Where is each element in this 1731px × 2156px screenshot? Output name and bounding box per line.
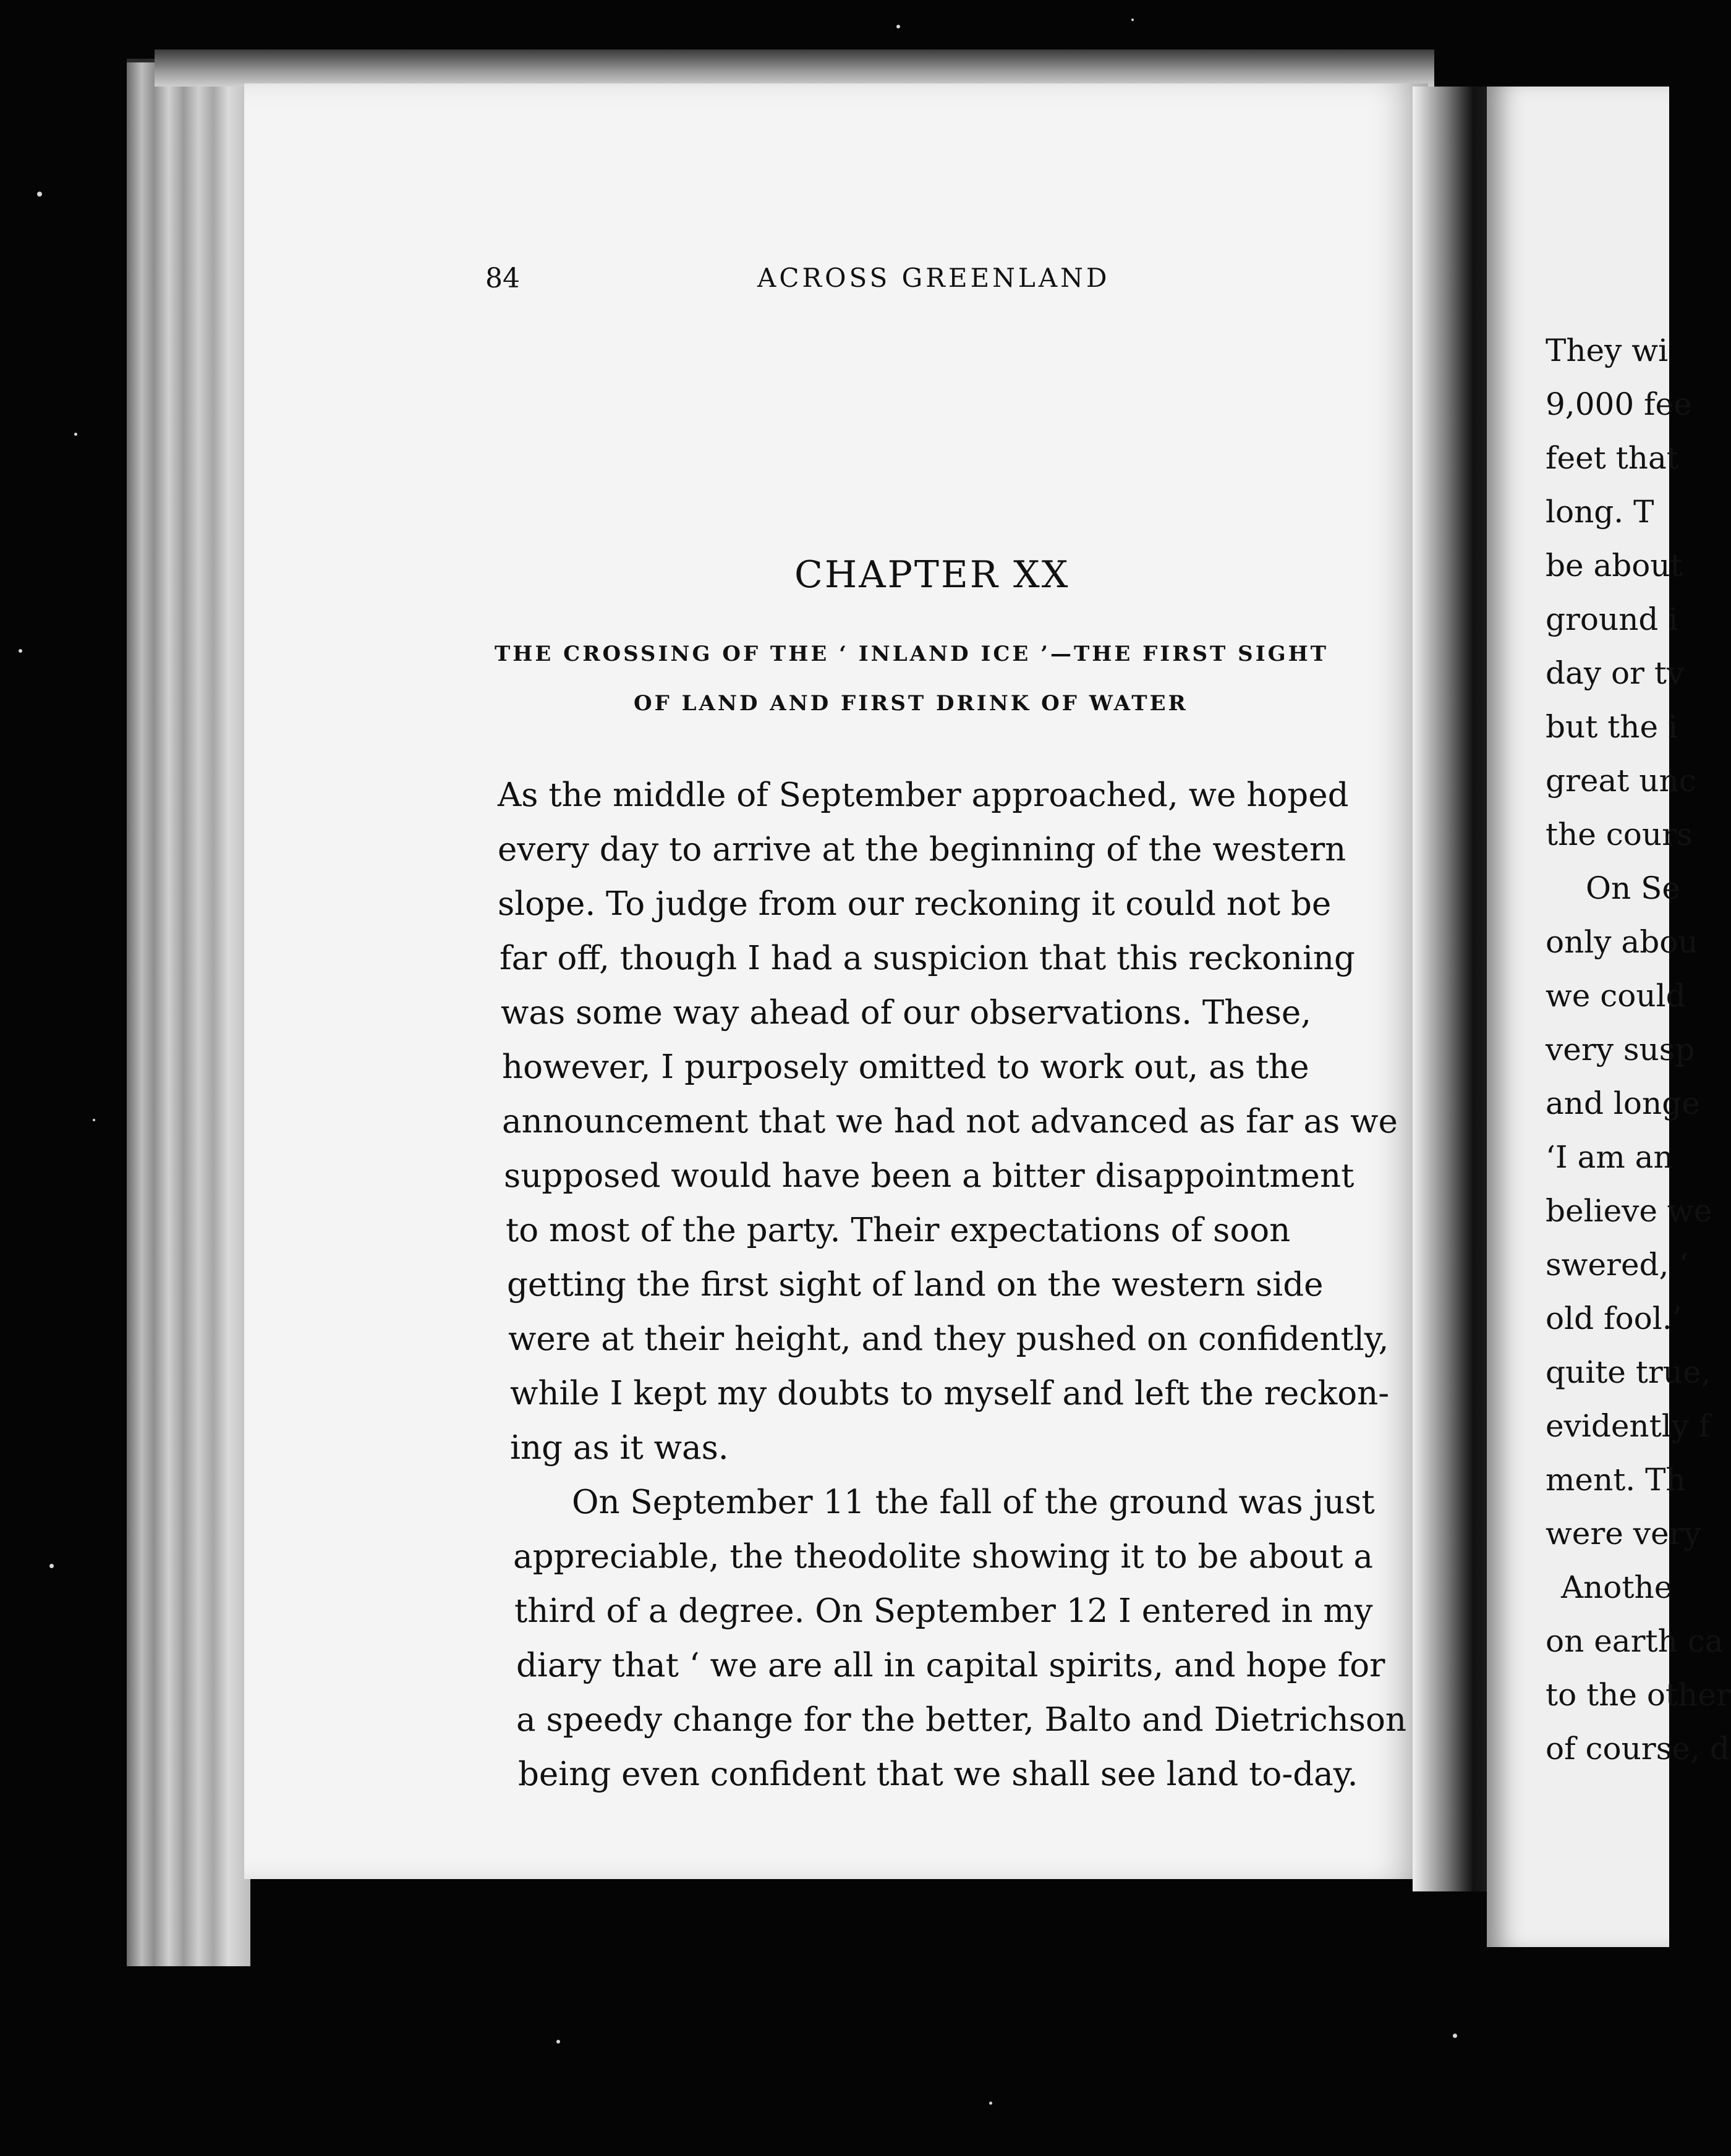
body-text-line: supposed would have been a bitter disappointment: [504, 1157, 1355, 1195]
right-page-line: ground i: [1546, 601, 1678, 637]
right-page-line: feet that: [1546, 440, 1679, 476]
right-page-line: on earth ca: [1546, 1623, 1724, 1659]
body-text-line: a speedy change for the better, Balto and Dietrichson: [516, 1701, 1407, 1739]
body-text-line: getting the first sight of land on the western side: [507, 1266, 1324, 1304]
right-page-line: evidently f: [1546, 1408, 1711, 1444]
body-text-line: to most of the party. Their expectations of soon: [506, 1212, 1291, 1249]
running-head: ACROSS GREENLAND: [757, 263, 1110, 293]
body-text-line: ing as it was.: [510, 1429, 729, 1467]
body-text-line: third of a degree. On September 12 I entered in my: [514, 1592, 1373, 1630]
dust-speck: [49, 1564, 54, 1568]
body-text-line: however, I purposely omitted to work out, as the: [502, 1048, 1309, 1086]
chapter-title: CHAPTER XX: [794, 553, 1070, 596]
right-page-line: believe we: [1546, 1193, 1712, 1229]
dust-speck: [989, 2102, 992, 2105]
body-text-line: As the middle of September approached, we hoped: [498, 776, 1349, 814]
right-page-line: Anothe: [1561, 1569, 1673, 1605]
right-page-line: we could: [1546, 978, 1686, 1014]
book-page-edges: [127, 59, 250, 1966]
body-text-line: while I kept my doubts to myself and left the reckon-: [510, 1375, 1390, 1412]
right-page-line: ‘I am an: [1546, 1139, 1674, 1175]
dust-speck: [556, 2040, 560, 2044]
dust-speck: [896, 25, 900, 28]
right-page-line: the cours: [1546, 817, 1693, 852]
right-page-line: great unc: [1546, 763, 1696, 799]
body-text-line: was some way ahead of our observations. These,: [501, 994, 1312, 1032]
right-page-line: be about: [1546, 548, 1683, 584]
chapter-subtitle-line: THE CROSSING OF THE ‘ INLAND ICE ’—THE FIRST SIGHT: [495, 642, 1329, 666]
right-page-line: quite true,: [1546, 1354, 1711, 1390]
dust-speck: [1453, 2034, 1457, 2038]
right-page-line: only abou: [1546, 924, 1698, 960]
right-page-line: ment. Th: [1546, 1462, 1686, 1498]
body-text-line: On September 11 the fall of the ground was just: [572, 1483, 1375, 1521]
body-text-line: appreciable, the theodolite showing it to be about a: [513, 1538, 1373, 1576]
chapter-subtitle-line: OF LAND AND FIRST DRINK OF WATER: [634, 691, 1188, 716]
right-page-line: long. T: [1546, 494, 1654, 530]
right-page-line: were very: [1546, 1516, 1701, 1551]
right-page-line: They wi: [1546, 333, 1669, 368]
right-page-line: but the i: [1546, 709, 1678, 745]
body-text-line: slope. To judge from our reckoning it could not be: [498, 885, 1332, 923]
right-page-line: of course, d: [1546, 1731, 1730, 1767]
dust-speck: [1131, 19, 1134, 21]
page-number: 84: [485, 263, 520, 294]
dust-speck: [37, 192, 42, 197]
dust-speck: [74, 433, 77, 436]
body-text-line: diary that ‘ we are all in capital spirits, and hope for: [516, 1647, 1385, 1684]
book-gutter: [1413, 87, 1499, 1891]
right-page-line: old fool.’: [1546, 1301, 1682, 1336]
body-text-line: were at their height, and they pushed on confidently,: [508, 1320, 1389, 1358]
dust-speck: [19, 649, 22, 653]
dust-speck: [93, 1119, 95, 1121]
right-page-line: 9,000 fee: [1546, 386, 1692, 422]
right-page-line: very susp: [1546, 1032, 1695, 1067]
body-text-line: being even confident that we shall see land to-day.: [518, 1755, 1358, 1793]
right-page-line: day or tv: [1546, 655, 1685, 691]
right-page-line: swered, ‘: [1546, 1247, 1689, 1283]
right-page-line: On Se: [1586, 870, 1680, 906]
right-page-line: and longe: [1546, 1085, 1700, 1121]
book-top-edge: [155, 49, 1434, 87]
right-page-line: to the other: [1546, 1677, 1731, 1713]
body-text-line: every day to arrive at the beginning of the western: [498, 831, 1346, 868]
body-text-line: announcement that we had not advanced as far as we: [502, 1103, 1398, 1140]
body-text-line: far off, though I had a suspicion that this reckoning: [500, 940, 1355, 977]
